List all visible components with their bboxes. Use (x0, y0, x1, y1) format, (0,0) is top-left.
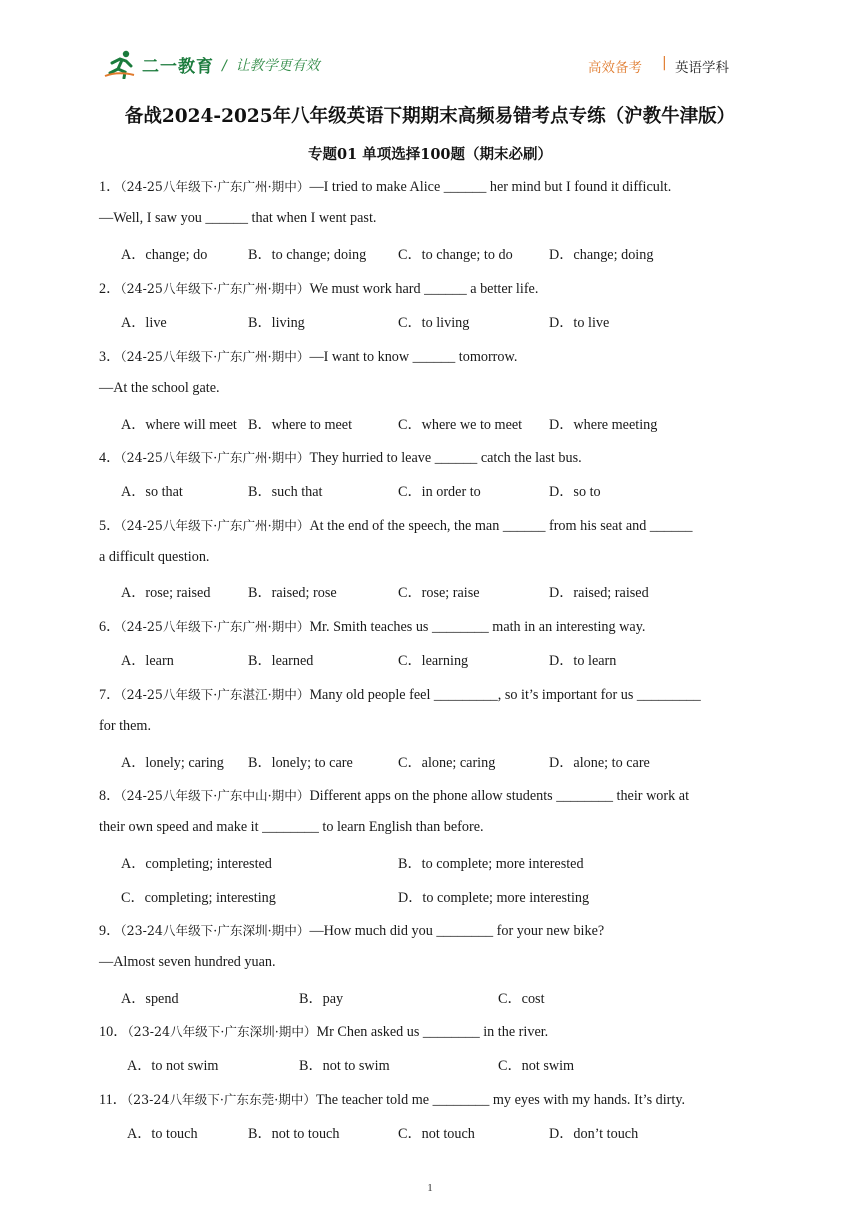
option-a: A．completing; interested (121, 856, 272, 872)
question-6 (99, 616, 645, 636)
option-d: D．alone; to care (549, 755, 650, 771)
option-a: A．where will meet (121, 417, 237, 433)
option-d: D．to complete; more interesting (398, 890, 590, 906)
question-8 (99, 785, 689, 805)
question-source: （24-25八年级下·广东广州·期中） (120, 179, 310, 194)
option-c: C．completing; interesting (121, 890, 276, 906)
slogan-text: 让教学更有效 (235, 58, 320, 74)
question-number: 1． (99, 179, 121, 195)
logo-text: 二一教育 (142, 56, 214, 77)
option-b: B．where to meet (248, 417, 353, 433)
option-a: A．learn (121, 653, 174, 669)
option-c: C．in order to (398, 484, 481, 500)
option-d: D．to learn (549, 653, 617, 669)
page-number: 1 (427, 1182, 433, 1194)
header-slogan: / 让教学更有效 (222, 58, 320, 74)
option-b: B．to complete; more interested (398, 856, 584, 872)
header-tag-separator: | (662, 55, 667, 71)
question-1-line2: —Well, I saw you ______ that when I went past. (99, 210, 377, 226)
option-c: C．not swim (498, 1058, 575, 1074)
question-9 (99, 920, 604, 940)
header-tag-prep: 高效备考 (588, 60, 642, 76)
option-c: C．alone; caring (398, 755, 496, 771)
question-text: Different apps on the phone allow students ________ their work at (309, 788, 690, 804)
question-11 (99, 1089, 685, 1109)
page-header (0, 0, 860, 100)
question-text: They hurried to leave ______ catch the last bus. (309, 450, 582, 466)
question-source: （24-25八年级下·广东广州·期中） (120, 619, 310, 634)
question-number: 4． (99, 450, 121, 466)
question-5 (99, 515, 692, 535)
question-text: At the end of the speech, the man ______ from his seat and ______ (309, 518, 693, 534)
document-title: 备战2024-2025年八年级英语下期期末高频易错考点专练（沪教牛津版） (124, 106, 736, 127)
question-3 (99, 346, 517, 366)
option-d: D．raised; raised (549, 585, 649, 601)
runner-icon (104, 49, 140, 79)
header-tag-subject: 英语学科 (675, 60, 729, 76)
question-8-line2: their own speed and make it ________ to learn English than before. (99, 819, 484, 835)
option-a: A．live (121, 315, 167, 331)
question-number: 10． (99, 1024, 128, 1040)
question-7-line2: for them. (99, 718, 152, 734)
option-c: C．where we to meet (398, 417, 523, 433)
question-10 (99, 1021, 548, 1041)
question-number: 2． (99, 281, 121, 297)
option-a: A．change; do (121, 247, 208, 263)
question-source: （24-25八年级下·广东广州·期中） (120, 349, 310, 364)
question-7 (99, 684, 701, 704)
question-number: 11． (99, 1092, 127, 1108)
question-1 (99, 176, 671, 196)
logo (104, 48, 214, 80)
option-b: B．raised; rose (248, 585, 337, 601)
question-source: （24-25八年级下·广东广州·期中） (120, 450, 310, 465)
question-source: （24-25八年级下·广东广州·期中） (120, 518, 310, 533)
question-source: （23-24八年级下·广东深圳·期中） (127, 1024, 317, 1039)
question-number: 6． (99, 619, 121, 635)
option-c: C．cost (498, 991, 545, 1007)
question-4 (99, 447, 582, 467)
question-source: （24-25八年级下·广东中山·期中） (120, 788, 310, 803)
question-text: —How much did you ________ for your new bike? (309, 923, 605, 939)
option-b: B．such that (248, 484, 323, 500)
question-number: 3． (99, 349, 121, 365)
document-subtitle: 专题01 单项选择100题（期末必刷） (308, 146, 552, 163)
option-c: C．not touch (398, 1126, 475, 1142)
option-b: B．not to swim (299, 1058, 390, 1074)
question-source: （24-25八年级下·广东湛江·期中） (120, 687, 310, 702)
option-b: B．pay (299, 991, 344, 1007)
question-text: —I tried to make Alice ______ her mind but I found it difficult. (309, 179, 672, 195)
question-text: We must work hard ______ a better life. (309, 281, 539, 297)
option-a: A．to not swim (127, 1058, 219, 1074)
question-number: 5． (99, 518, 121, 534)
option-a: A．lonely; caring (121, 755, 224, 771)
option-c: C．rose; raise (398, 585, 480, 601)
question-text: Mr Chen asked us ________ in the river. (316, 1024, 549, 1040)
option-b: B．learned (248, 653, 314, 669)
option-a: A．rose; raised (121, 585, 211, 601)
option-d: D．don’t touch (549, 1126, 639, 1142)
question-9-line2: —Almost seven hundred yuan. (99, 954, 276, 970)
question-number: 8． (99, 788, 121, 804)
question-text: Mr. Smith teaches us ________ math in an interesting way. (309, 619, 646, 635)
question-number: 7． (99, 687, 121, 703)
question-number: 9． (99, 923, 121, 939)
question-source: （24-25八年级下·广东广州·期中） (120, 281, 310, 296)
option-c: C．learning (398, 653, 469, 669)
option-a: A．to touch (127, 1126, 198, 1142)
option-a: A．so that (121, 484, 183, 500)
option-c: C．to living (398, 315, 470, 331)
question-text: The teacher told me ________ my eyes with my hands. It’s dirty. (316, 1092, 686, 1108)
question-5-line2: a difficult question. (99, 549, 210, 565)
option-d: D．so to (549, 484, 601, 500)
question-text: —I want to know ______ tomorrow. (309, 349, 518, 365)
question-source: （23-24八年级下·广东东莞·期中） (126, 1092, 316, 1107)
option-d: D．where meeting (549, 417, 658, 433)
option-b: B．living (248, 315, 305, 331)
option-c: C．to change; to do (398, 247, 513, 263)
question-source: （23-24八年级下·广东深圳·期中） (120, 923, 310, 938)
question-2 (99, 278, 538, 298)
question-3-line2: —At the school gate. (99, 380, 220, 396)
option-b: B．lonely; to care (248, 755, 353, 771)
option-b: B．to change; doing (248, 247, 367, 263)
option-b: B．not to touch (248, 1126, 340, 1142)
option-a: A．spend (121, 991, 179, 1007)
option-d: D．change; doing (549, 247, 654, 263)
question-text: Many old people feel _________, so it’s important for us _________ (309, 687, 701, 703)
option-d: D．to live (549, 315, 610, 331)
